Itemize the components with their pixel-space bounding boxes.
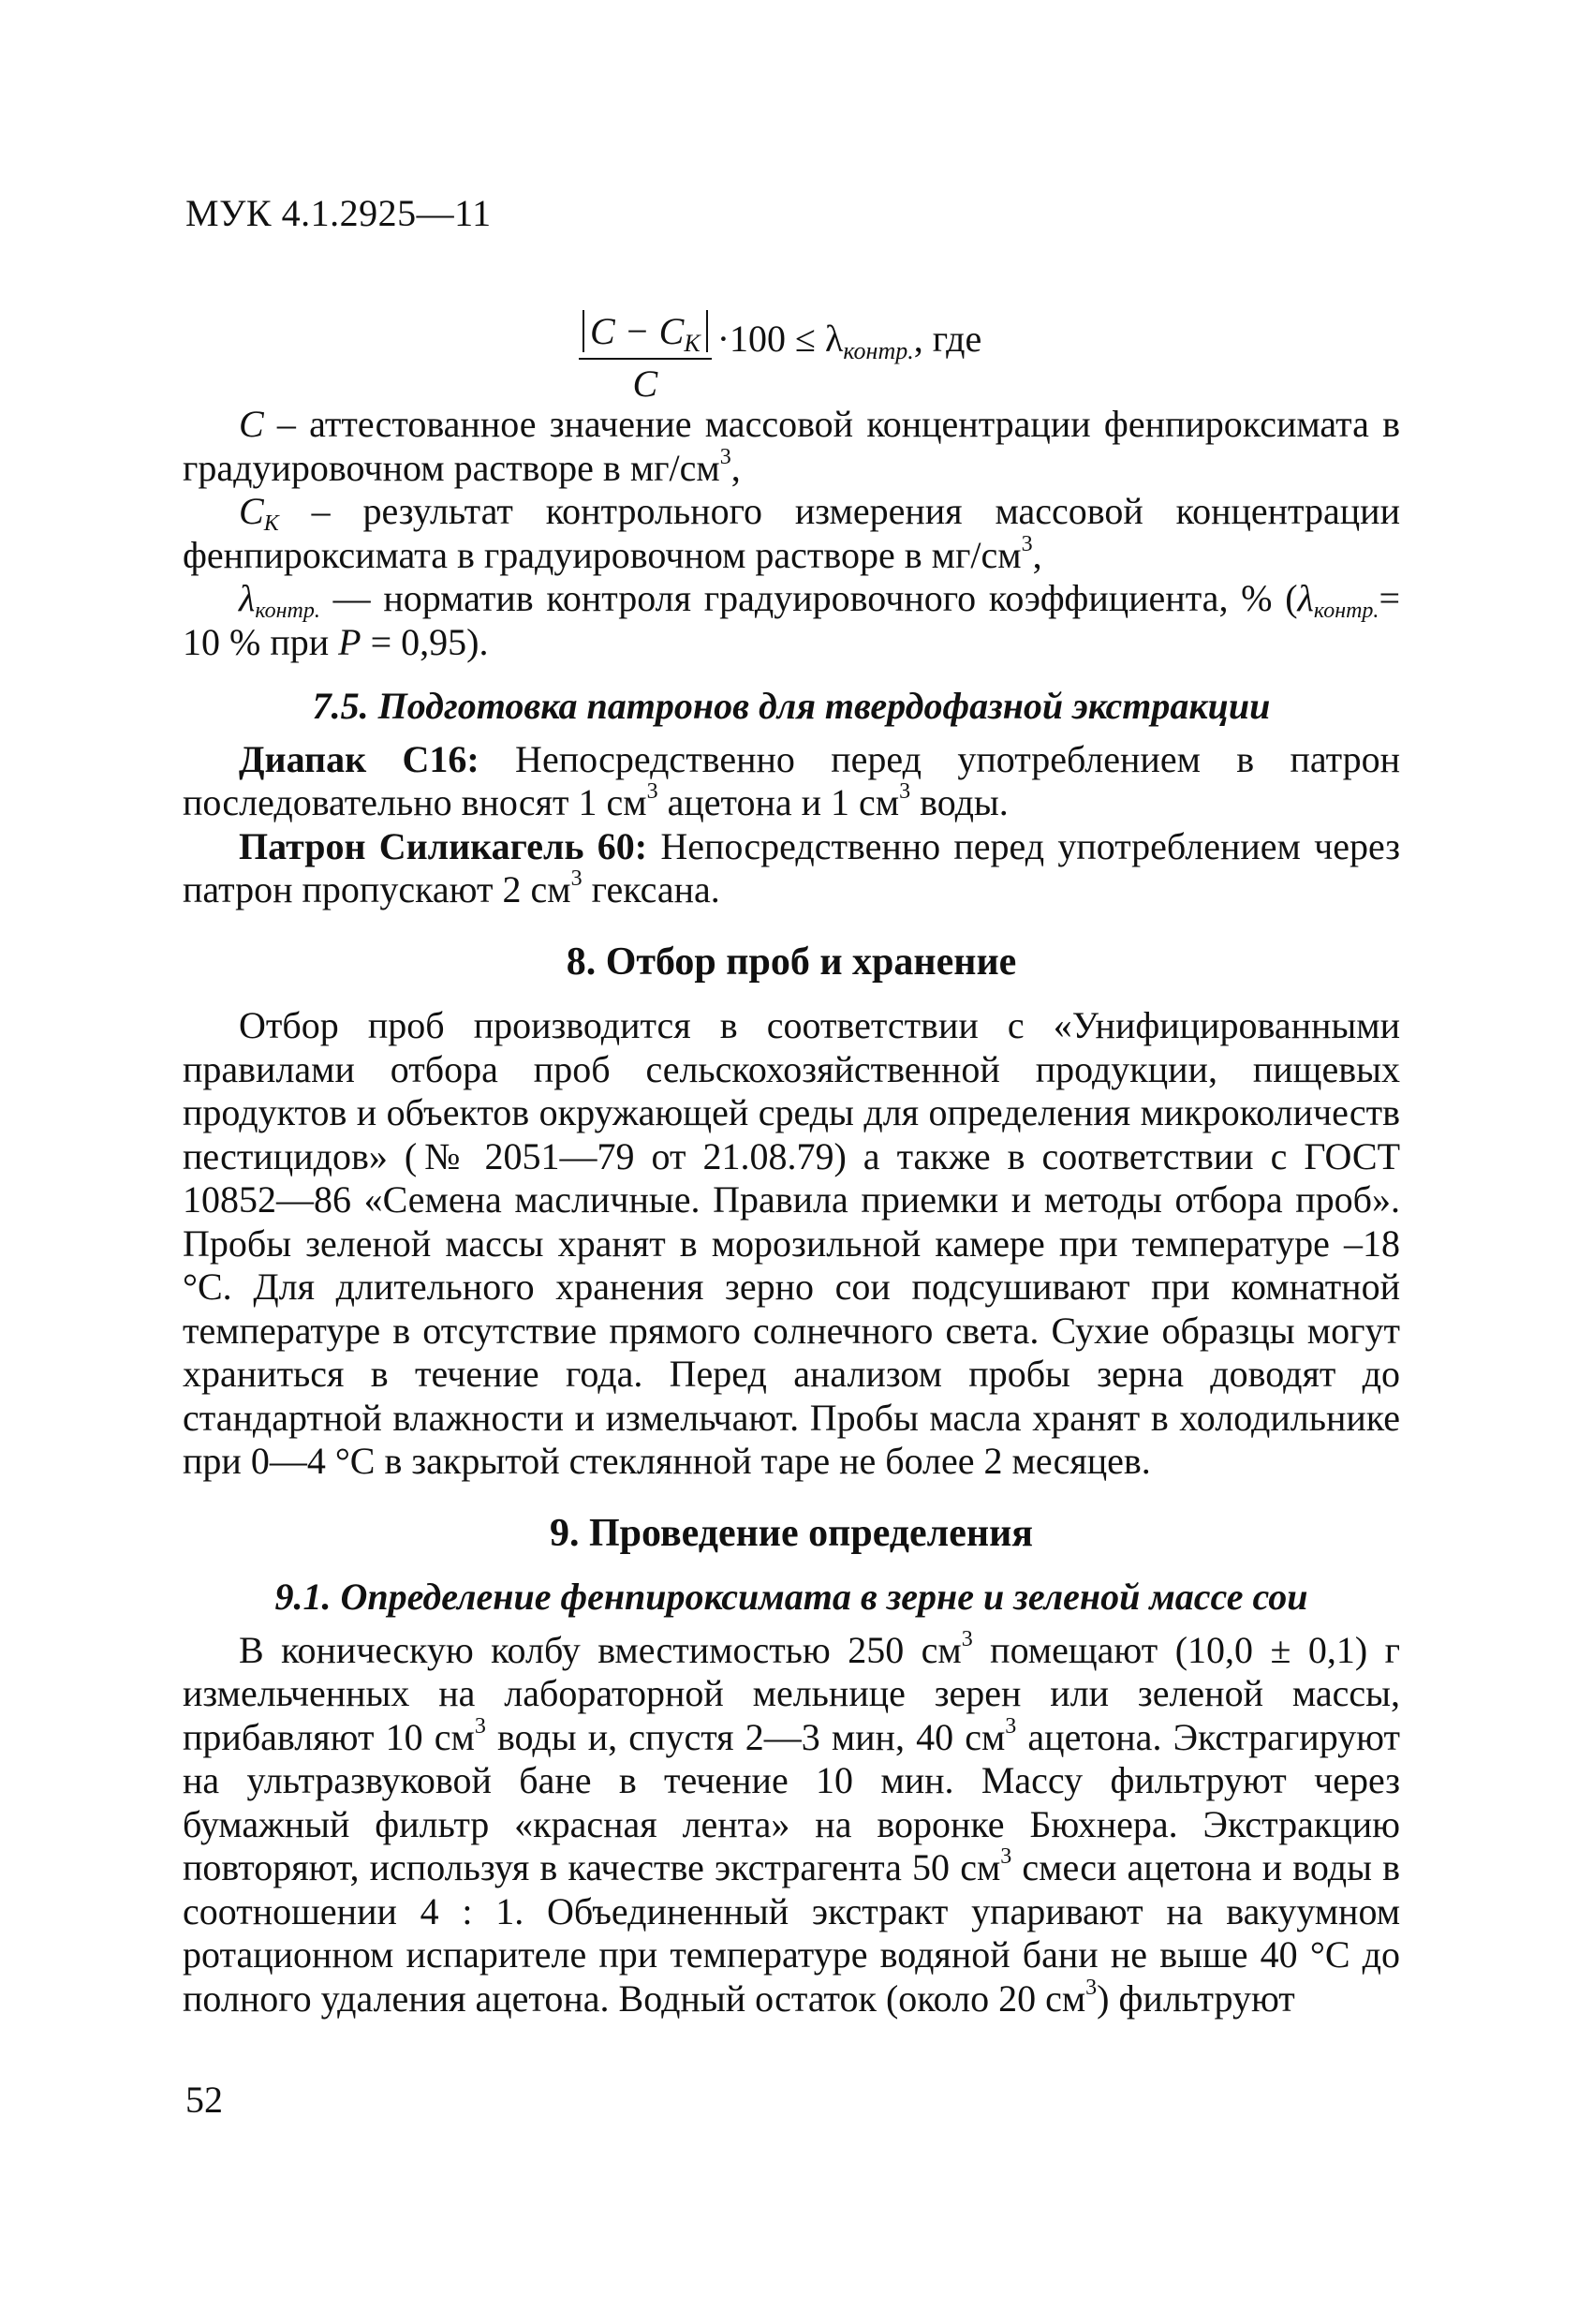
definition-lambda: λконтр. — норматив контроля градуировочного коэффициента, % (λконтр.= 10 % при P = 0,95). (183, 577, 1400, 663)
formula-denominator: C (632, 363, 658, 405)
document-body (183, 403, 1400, 2021)
formula-relation: $\cdot 100 \le \lambda_{контр.}$, где (716, 317, 982, 364)
definition-ck: CK – результат контрольного измерения массовой концентрации фенпироксимата в градуировочном растворе в $мг/см^3$, (183, 490, 1400, 576)
section-9-1-title: 9.1. Определение фенпироксимата в зерне и зеленой массе сои (274, 1576, 1308, 1618)
definition-c: C – аттестованное значение массовой концентрации фенпироксимата в градуировочном растворе в $мг/см^3$, (183, 403, 1400, 489)
formula-numerator: $C - C_K$ (579, 309, 712, 360)
section-8-paragraph: Отбор проб производится в соответствии с «Унифицированными правилами отбора проб сельскохозяйственной продукции, пищевых продуктов и объектов окружающей среды для определения микроколичеств пестицидов» (№ 2051—79 от 21.08.79) а также в соответствии с ГОСТ 10852—86 «Семена масличные. Правила приемки и методы отбора проб». Пробы зеленой массы хранят в морозильной камере при температуре –18 °С. Для длительного хранения зерно сои подсушивают при комнатной температуре в отсутствие прямого солнечного света. Сухие образцы могут храниться в течение года. Перед анализом пробы зерна доводят до стандартной влажности и измельчают. Пробы масла хранят в холодильнике при 0—4 °С в закрытой стеклянной таре не более 2 месяцев. (183, 1004, 1400, 1482)
section-9-1-paragraph: В коническую колбу вместимостью 250 $см^3$ помещают (10,0 ± 0,1) г измельченных на лабораторной мельнице зерен или зеленой массы, прибавляют 10 $см^3$ воды и, спустя 2—3 мин, 40 $см^3$ ацетона. Экстрагируют на ультразвуковой бане в течение 10 мин. Массу фильтруют через бумажный фильтр «красная лента» на воронке Бюхнера. Экстракцию повторяют, используя в качестве экстрагента 50 $см^3$ смеси ацетона и воды в соотношении 4 : 1. Объединенный экстракт упаривают на вакуумном ротационном испарителе при температуре водяной бани не выше 40 °С до полного удаления ацетона. Водный остаток (около 20 $см^3$) фильтруют (183, 1626, 1401, 2020)
document-code: МУК 4.1.2925—11 (185, 192, 492, 234)
page-number: 52 (185, 2079, 223, 2121)
control-formula (579, 309, 981, 406)
section-7-5-title: 7.5. Подготовка патронов для твердофазной экстракции (312, 685, 1271, 727)
section-9-title: 9. Проведение определения (549, 1511, 1034, 1555)
section-7-5-paragraph-1: Диапак С16: Непосредственно перед употреблением в патрон последовательно вносят 1 $см^3$ ацетона и 1 $см^3$ воды. (183, 737, 1400, 823)
formula-fraction (579, 309, 712, 406)
section-7-5-paragraph-2: Патрон Силикагель 60: Непосредственно перед употреблением через патрон пропускают 2 $см^3$ гексана. (183, 824, 1400, 910)
section-8-title: 8. Отбор проб и хранение (566, 940, 1017, 984)
